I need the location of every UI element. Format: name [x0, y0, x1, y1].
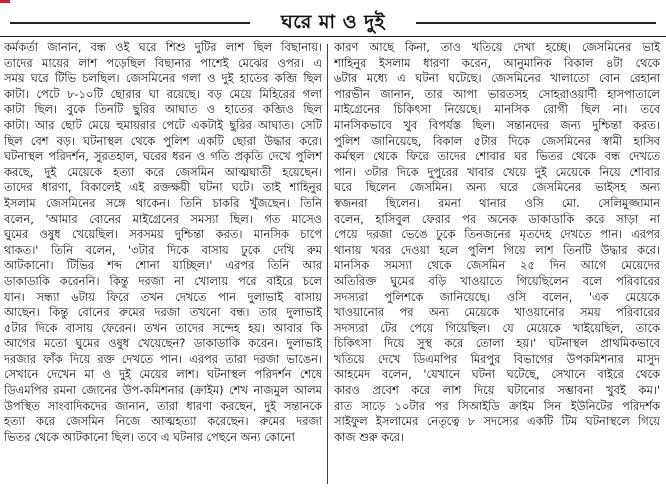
- red-accent-mark: [0, 0, 10, 3]
- text-line: ঘরে ছিলেন জেসমিন। অন্য ঘরে জেসমিনের ভাইসহ অন্য: [334, 180, 660, 195]
- text-line: ডিএমপির রমনা জোনের উপ-কমিশনার (ক্রাইম) শেখ নাজমুল আলম: [4, 383, 322, 398]
- text-line: করছে, দুই মেয়েকে হত্যা করে জেসমিন আত্মঘাতী হয়েছেন।: [4, 164, 322, 179]
- text-line: সময় ঘরে টিভি চলছিল। জেসমিনের গলা ও দুই হাতের কব্জি ছিল: [4, 71, 322, 86]
- text-line: ঘুমের ওষুধ খেয়েছিল। সবসময় দুশ্চিন্তা করত। মানসিক চাপে: [4, 227, 322, 242]
- text-line: অতিরিক্ত ঘুমের বড়ি খাওয়াতে গিয়েছিলেন বলে পরিবারের: [334, 273, 660, 288]
- text-line: খতিয়ে দেখে ডিএমপির মিরপুর বিভাগের উপকমিশনার মাসুদ: [334, 351, 660, 366]
- text-line: উপস্থিত সাংবাদিকদের জানান, তারা ধারণা করছেন, দুই সন্তানকে: [4, 398, 322, 413]
- text-line: ডাকাডাকি করেননি। কিন্তু দরজা না খোলায় পরে বাইরে চলে: [4, 273, 322, 288]
- text-line: ঘটনাস্থল পরিদর্শন, সুরতহাল, ঘরের ধরন ও গতি প্রকৃতি দেখে পুলিশ: [4, 149, 322, 164]
- text-line: সদস্যরা পুলিশকে জানিয়েছে। ওসি বলেন, 'এক মেয়েকে: [334, 289, 660, 304]
- text-line: পেয়ে দরজা ভেঙে ঢুকে তিনজনের মৃতদেহ দেখতে পান। এরপর: [334, 227, 660, 242]
- text-line: মাইগ্রেনের চিকিৎসা নিয়েছে। মানসিক রোগী ছিল না। তবে: [334, 102, 660, 117]
- text-line: আছেন। কিন্তু বোনের রুমের দরজা তখনো বন্ধ। তার দুলাভাই: [4, 305, 322, 320]
- right-column: [334, 40, 660, 489]
- text-line: যান। সন্ধ্যা ৬টায় ফিরে তখন দেখতে পান দুলাভাই বাসায়: [4, 289, 322, 304]
- text-line: ইসলাম জেসমিনের সঙ্গে থাকেন। তিনি চাকরি খুঁজছেন। তিনি: [4, 195, 322, 210]
- text-line: কর্মকর্তা জানান, বন্ধ ওই ঘরে শিশু দুটির লাশ ছিল বিছানায়।: [4, 40, 322, 54]
- text-line: মানসিক সমস্যা থেকে জেসমিন ২৫ দিন আগে মেয়েদের: [334, 258, 660, 273]
- headline: ঘরে মা ও দুই: [280, 11, 386, 33]
- text-line: কর্মস্থল থেকে ফিরে তাদের শোবার ঘর ভিতর থেকে বন্ধ দেখতে: [334, 149, 660, 164]
- text-line: তাদের মায়ের লাশ পড়েছিল বিছানার পাশেই মেঝের ওপর। এ: [4, 55, 322, 70]
- text-line: কাটা। পেটে ৮-১০টি ছোরার ঘা রয়েছে। বড় মেয়ে মিহিরের গলা: [4, 86, 322, 101]
- text-line: শাহিনুর ইসলাম ধারণা করেন, আনুমানিক বিকাল ৪টা থেকে: [334, 55, 660, 70]
- text-line: কারণ আছে কিনা, তাও খতিয়ে দেখা হচ্ছে। জেসমিনের ভাই: [334, 40, 660, 54]
- text-line: আগের মতো ঘুমের ওষুধ খেয়েছেন? ডাকাডাকি করেন। দুলাভাই: [4, 336, 322, 351]
- text-line: আহমেদ বলেন, 'যেখানে ঘটনা ঘটেছে, সেখানে বাইরে থেকে: [334, 367, 660, 382]
- left-column: [4, 40, 322, 489]
- text-line: থাকত।' তিনি বলেন, '৩টার দিকে বাসায় ঢুকে দেখি রুম: [4, 242, 322, 257]
- headline-area: [0, 6, 666, 37]
- text-line: দরজার ফাঁক দিয়ে রক্ত দেখতে পান। এরপর তারা দরজা ভাঙেন।: [4, 351, 322, 366]
- text-line: সাইফুল ইসলামের নেতৃত্বে ৮ সদস্যের একটি টিম ঘটনাস্থলে গিয়ে: [334, 414, 660, 429]
- text-line: রাত সাড়ে ১০টার পর সিআইডি ক্রাইম সিন ইউনিটের পরিদর্শক: [334, 398, 660, 413]
- text-line: বলেন, 'আমার বোনের মাইগ্রেনের সমস্যা ছিল। গত মাসেও: [4, 211, 322, 226]
- text-line: কাটা ছিল। বুকে তিনটি ছুরির আঘাত ও হাতের কব্জিও ছিল: [4, 102, 322, 117]
- text-line: ভিতর থেকে আটকানো ছিল। তবে এ ঘটনার পেছনে অন্য কোনো: [4, 429, 295, 444]
- text-line: স্বজনরা ছিলেন। রমনা থানার ওসি মো. সেলিমুজ্জামান: [334, 195, 660, 210]
- text-line: পান। ৩টার দিকে দুপুরের খাবার খেয়ে দুই মেয়েকে নিয়ে শোবার: [334, 164, 660, 179]
- text-line: তাদের ধারণা, বিকালেই এই রক্তক্ষয়ী ঘটনা ঘটে। তাই শাহিনুর: [4, 180, 322, 195]
- text-line: আটকানো। টিভির শব্দ শোনা যাচ্ছিল।' এরপর তিনি আর: [4, 258, 322, 273]
- text-line: সেখানে দেখেন মা ও দুই মেয়ের লাশ। ঘটনাস্থল পরিদর্শন শেষে: [4, 367, 322, 382]
- text-line: ৬টার মধ্যে এ ঘটনা ঘটেছে। জেসমিনের খালাতো বোন রেহানা: [334, 71, 660, 86]
- text-line: চিকিৎসা দিয়ে সুস্থ করে তোলা হয়।' ঘটনাস্থল প্রাথমিকভাবে: [334, 336, 660, 351]
- article-body: [0, 40, 666, 489]
- text-line: সদস্যরা টের পেয়ে গিয়েছিল। যে মেয়েকে খাইয়েছিল, তাকে: [334, 320, 660, 335]
- text-line: হত্যা করে জেসমিন নিজে আত্মহত্যা করেছেন। রুমের দরজা: [4, 414, 322, 429]
- text-line: ছিল বেশ বড়। ঘটনাস্থল থেকে পুলিশ একটি ছোরা উদ্ধার করে।: [4, 133, 322, 148]
- text-line: থানায় খবর দেওয়া হলে পুলিশ গিয়ে লাশ তিনটি উদ্ধার করে।: [334, 242, 660, 257]
- text-line: বলেন, হাসিবুল ফেরার পর অনেক ডাকাডাকি করে সাড়া না: [334, 211, 660, 226]
- text-line: মানসিকভাবে খুব বিপর্যস্ত ছিল। সন্তানদের জন্য দুশ্চিন্তা করত।: [334, 117, 660, 132]
- headline-rule-right: [416, 22, 656, 24]
- text-line: কারও প্রবেশ করে লাশ দিয়ে ঘটানোর সম্ভাবনা খুবই কম।': [334, 383, 660, 398]
- text-line: পুলিশ জানিয়েছে, বিকাল ৫টার দিকে জেসমিনের স্বামী হাসিব: [334, 133, 660, 148]
- text-line: কাজ শুরু করে।: [334, 429, 405, 444]
- text-line: কাটা। আর ছোট মেয়ে হুমায়রার পেটে একটাই ছুরির আঘাত। সেটি: [4, 117, 322, 132]
- text-line: খাওয়ানোর পর অন্য মেয়েকে খাওয়ানোর সময় পরিবারের: [334, 305, 660, 320]
- text-line: ৫টার দিকে বাসায় ফেরেন। তখন তাদের সন্দেহ হয়। আবার কি: [4, 320, 322, 335]
- text-line: পারভীন জানান, তার আপা ভারতসহ সোহরাওয়ার্দী হাসপাতালে: [334, 86, 660, 101]
